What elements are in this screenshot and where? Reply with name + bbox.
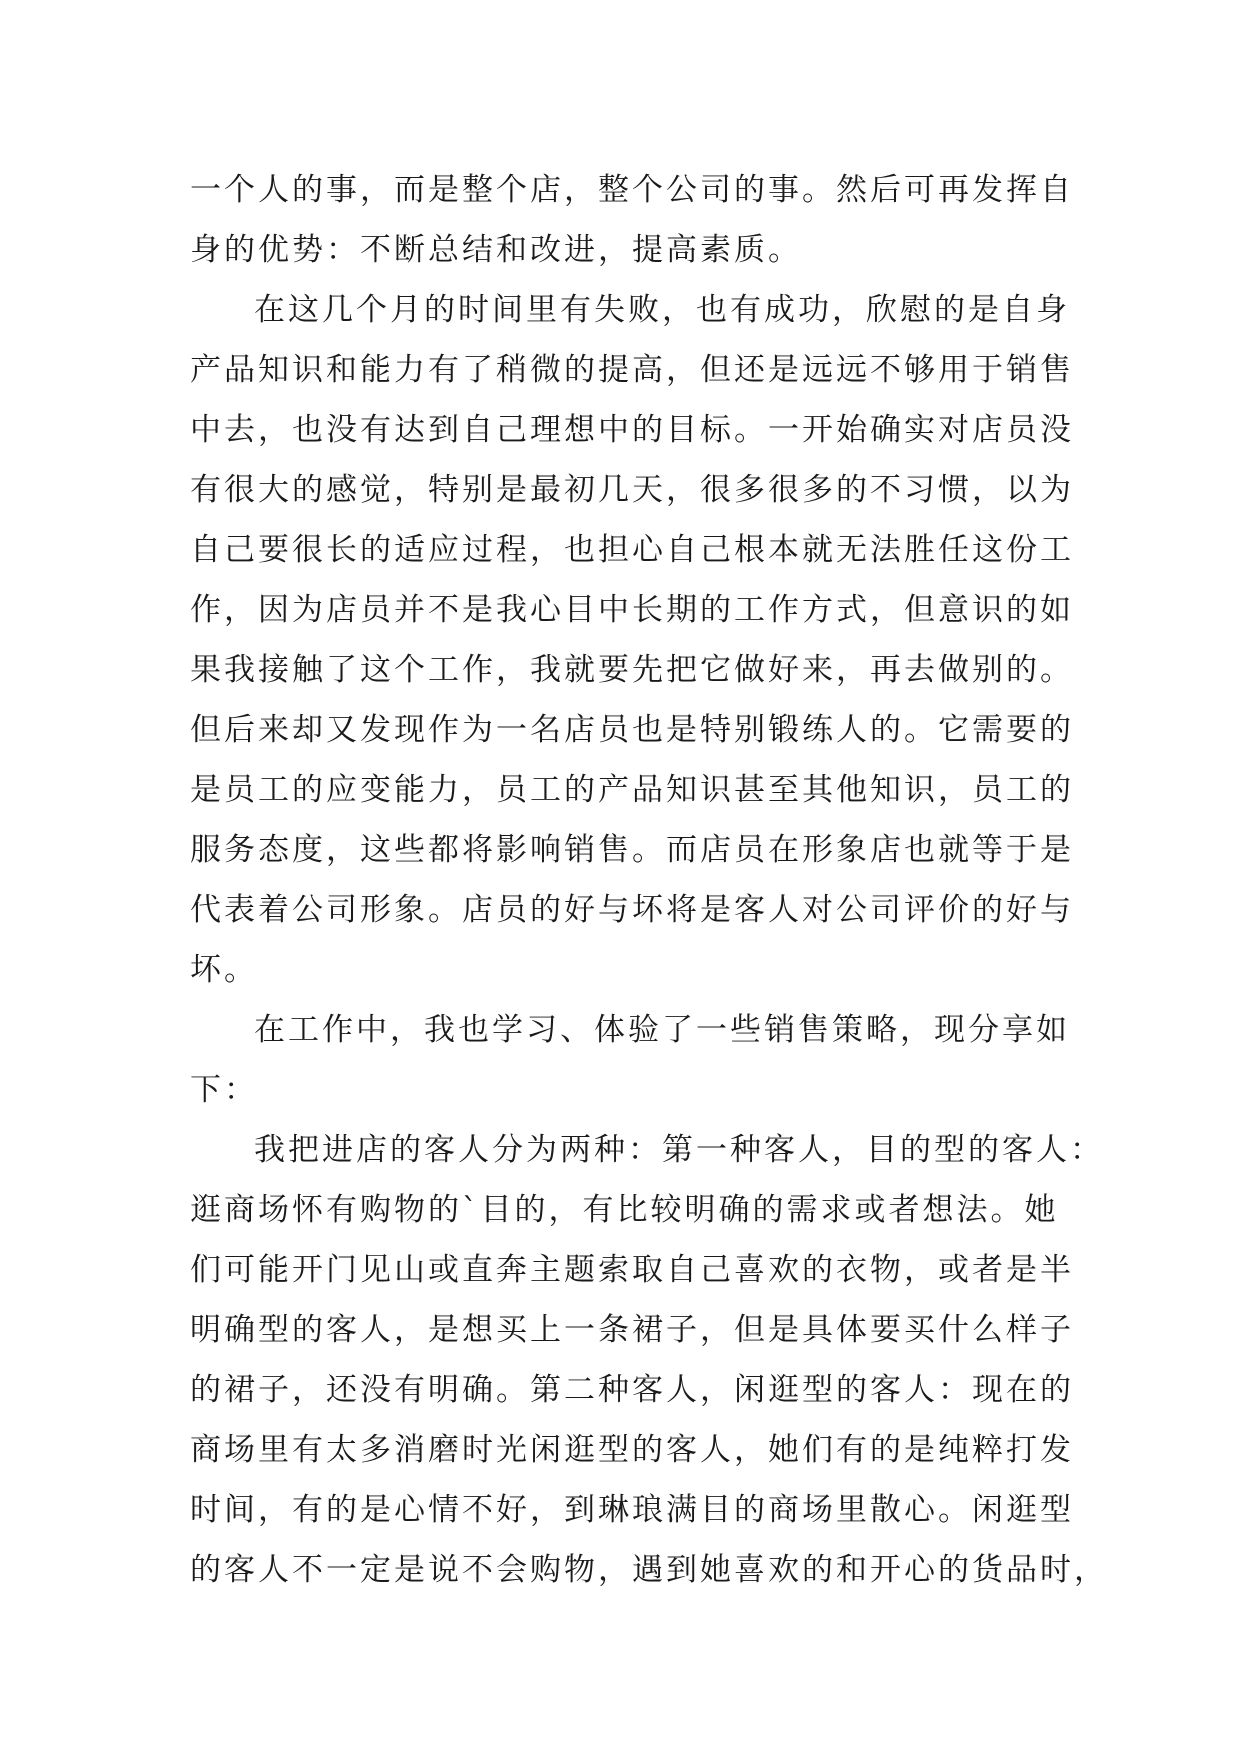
text-line: 商 场 里 有 太 多 消 磨 时 光 闲 逛 型 的 客 人 ， 她 们 有 的 是 纯 粹 打 发	[190, 1432, 1074, 1468]
text-line: 身的优势：不断总结和改进，提高素质。	[190, 232, 802, 268]
text-line: 自 己 要 很 长 的 适 应 过 程 ， 也 担 心 自 己 根 本 就 无 法 胜 任 这 份 工	[190, 532, 1074, 568]
body-text	[190, 160, 1108, 1600]
text-line: 一 个 人 的 事 ， 而 是 整 个 店 ， 整 个 公 司 的 事 。 然 后 可 再 发 挥 自	[190, 172, 1074, 208]
text-line: 代 表 着 公 司 形 象 。 店 员 的 好 与 坏 将 是 客 人 对 公 司 评 价 的 好 与	[190, 892, 1074, 928]
text-line: 时 间 ， 有 的 是 心 情 不 好 ， 到 琳 琅 满 目 的 商 场 里 散 心 。 闲 逛 型	[190, 1492, 1074, 1528]
text-line: 服 务 态 度 ， 这 些 都 将 影 响 销 售 。 而 店 员 在 形 象 店 也 就 等 于 是	[190, 832, 1074, 868]
text-line: 产 品 知 识 和 能 力 有 了 稍 微 的 提 高 ， 但 还 是 远 远 不 够 用 于 销 售	[190, 352, 1074, 388]
text-line: 果 我 接 触 了 这 个 工 作 ， 我 就 要 先 把 它 做 好 来 ， 再 去 做 别 的 。	[190, 652, 1074, 688]
text-line: 我 把 进 店 的 客 人 分 为 两 种 ： 第 一 种 客 人 ， 目 的 型 的 客 人 ：	[254, 1132, 1104, 1168]
text-line: 坏。	[190, 952, 258, 988]
text-line: 中 去 ， 也 没 有 达 到 自 己 理 想 中 的 目 标 。 一 开 始 确 实 对 店 员 没	[190, 412, 1074, 448]
text-line: 作 ， 因 为 店 员 并 不 是 我 心 目 中 长 期 的 工 作 方 式 ， 但 意 识 的 如	[190, 592, 1074, 628]
text-line: 下：	[190, 1072, 258, 1108]
text-line: 有 很 大 的 感 觉 ， 特 别 是 最 初 几 天 ， 很 多 很 多 的 不 习 惯 ， 以 为	[190, 472, 1074, 508]
text-line: 在 工 作 中 ， 我 也 学 习 、 体 验 了 一 些 销 售 策 略 ， 现 分 享 如	[254, 1012, 1070, 1048]
text-line: 但 后 来 却 又 发 现 作 为 一 名 店 员 也 是 特 别 锻 练 人 的 。 它 需 要 的	[190, 712, 1074, 748]
text-line: 明 确 型 的 客 人 ， 是 想 买 上 一 条 裙 子 ， 但 是 具 体 要 买 什 么 样 子	[190, 1312, 1074, 1348]
text-line: 的 裙 子 ， 还 没 有 明 确 。 第 二 种 客 人 ， 闲 逛 型 的 客 人 ： 现 在 的	[190, 1372, 1074, 1408]
text-line: 逛 商 场 怀 有 购 物 的 ` 目 的 ， 有 比 较 明 确 的 需 求 或 者 想 法 。 她	[190, 1192, 1059, 1228]
text-line: 是 员 工 的 应 变 能 力 ， 员 工 的 产 品 知 识 甚 至 其 他 知 识 ， 员 工 的	[190, 772, 1074, 808]
text-line: 们 可 能 开 门 见 山 或 直 奔 主 题 索 取 自 己 喜 欢 的 衣 物 ， 或 者 是 半	[190, 1252, 1074, 1288]
text-line: 在 这 几 个 月 的 时 间 里 有 失 败 ， 也 有 成 功 ， 欣 慰 的 是 自 身	[254, 292, 1070, 328]
text-line: 的 客 人 不 一 定 是 说 不 会 购 物 ， 遇 到 她 喜 欢 的 和 开 心 的 货 品 时 ，	[190, 1552, 1108, 1588]
